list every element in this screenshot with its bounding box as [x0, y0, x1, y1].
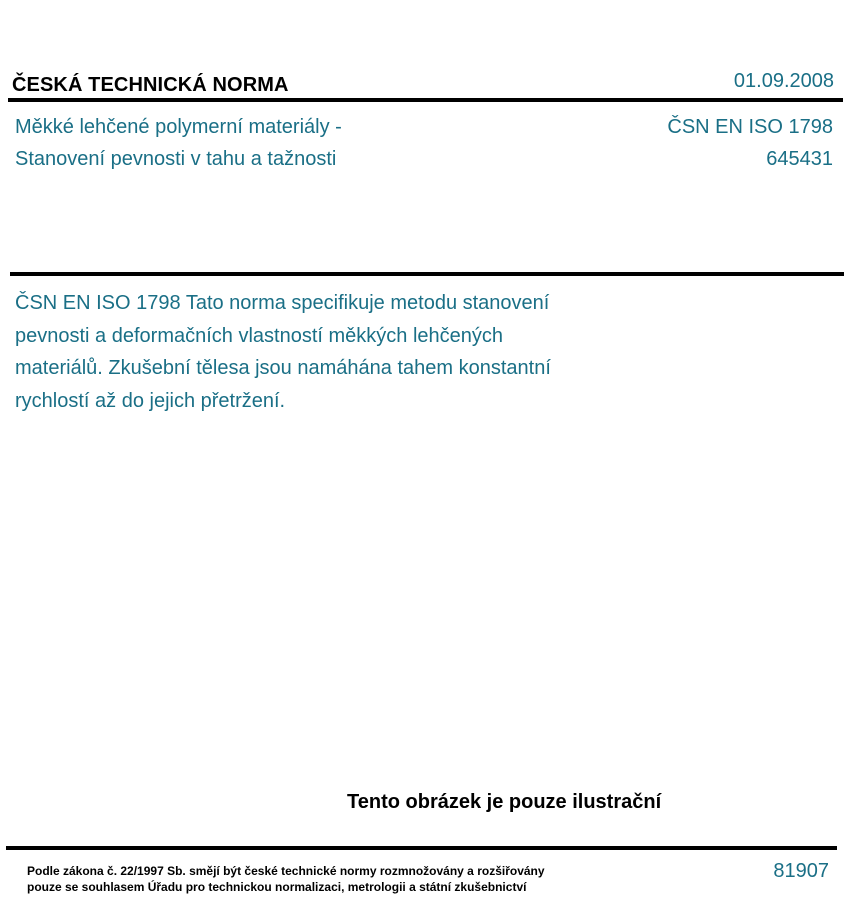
- middle-divider: [10, 272, 844, 276]
- legal-notice: [27, 863, 545, 895]
- abstract-line-2: pevnosti a deformačních vlastností měkkých lehčených: [15, 324, 504, 347]
- abstract-line-4: rychlostí až do jejich přetržení.: [15, 389, 286, 412]
- abstract-line-1: ČSN EN ISO 1798 Tato norma specifikuje metodu stanovení: [15, 292, 550, 314]
- catalog-number: 81907: [773, 860, 829, 882]
- top-divider: [8, 98, 843, 102]
- norm-type-heading: ČESKÁ TECHNICKÁ NORMA: [12, 74, 289, 96]
- bottom-divider: [6, 846, 837, 850]
- publication-date: 01.09.2008: [733, 70, 834, 92]
- illustrative-notice: Tento obrázek je pouze ilustrační: [347, 791, 662, 813]
- standard-designation: ČSN EN ISO 1798: [667, 116, 833, 138]
- standard-title-line-1: Měkké lehčené polymerní materiály -: [15, 116, 342, 138]
- standard-title-line-2: Stanovení pevnosti v tahu a tažnosti: [15, 148, 337, 170]
- abstract-text: [15, 287, 615, 417]
- abstract-line-3: materiálů. Zkušební tělesa jsou namáhána tahem konstantní: [15, 357, 551, 379]
- legal-notice-line-1: Podle zákona č. 22/1997 Sb. smějí být české technické normy rozmnožovány a rozšiřovány: [27, 864, 545, 878]
- legal-notice-line-2: pouze se souhlasem Úřadu pro technickou normalizaci, metrologii a státní zkušebnictví: [27, 880, 527, 894]
- classification-number: 645431: [766, 148, 833, 170]
